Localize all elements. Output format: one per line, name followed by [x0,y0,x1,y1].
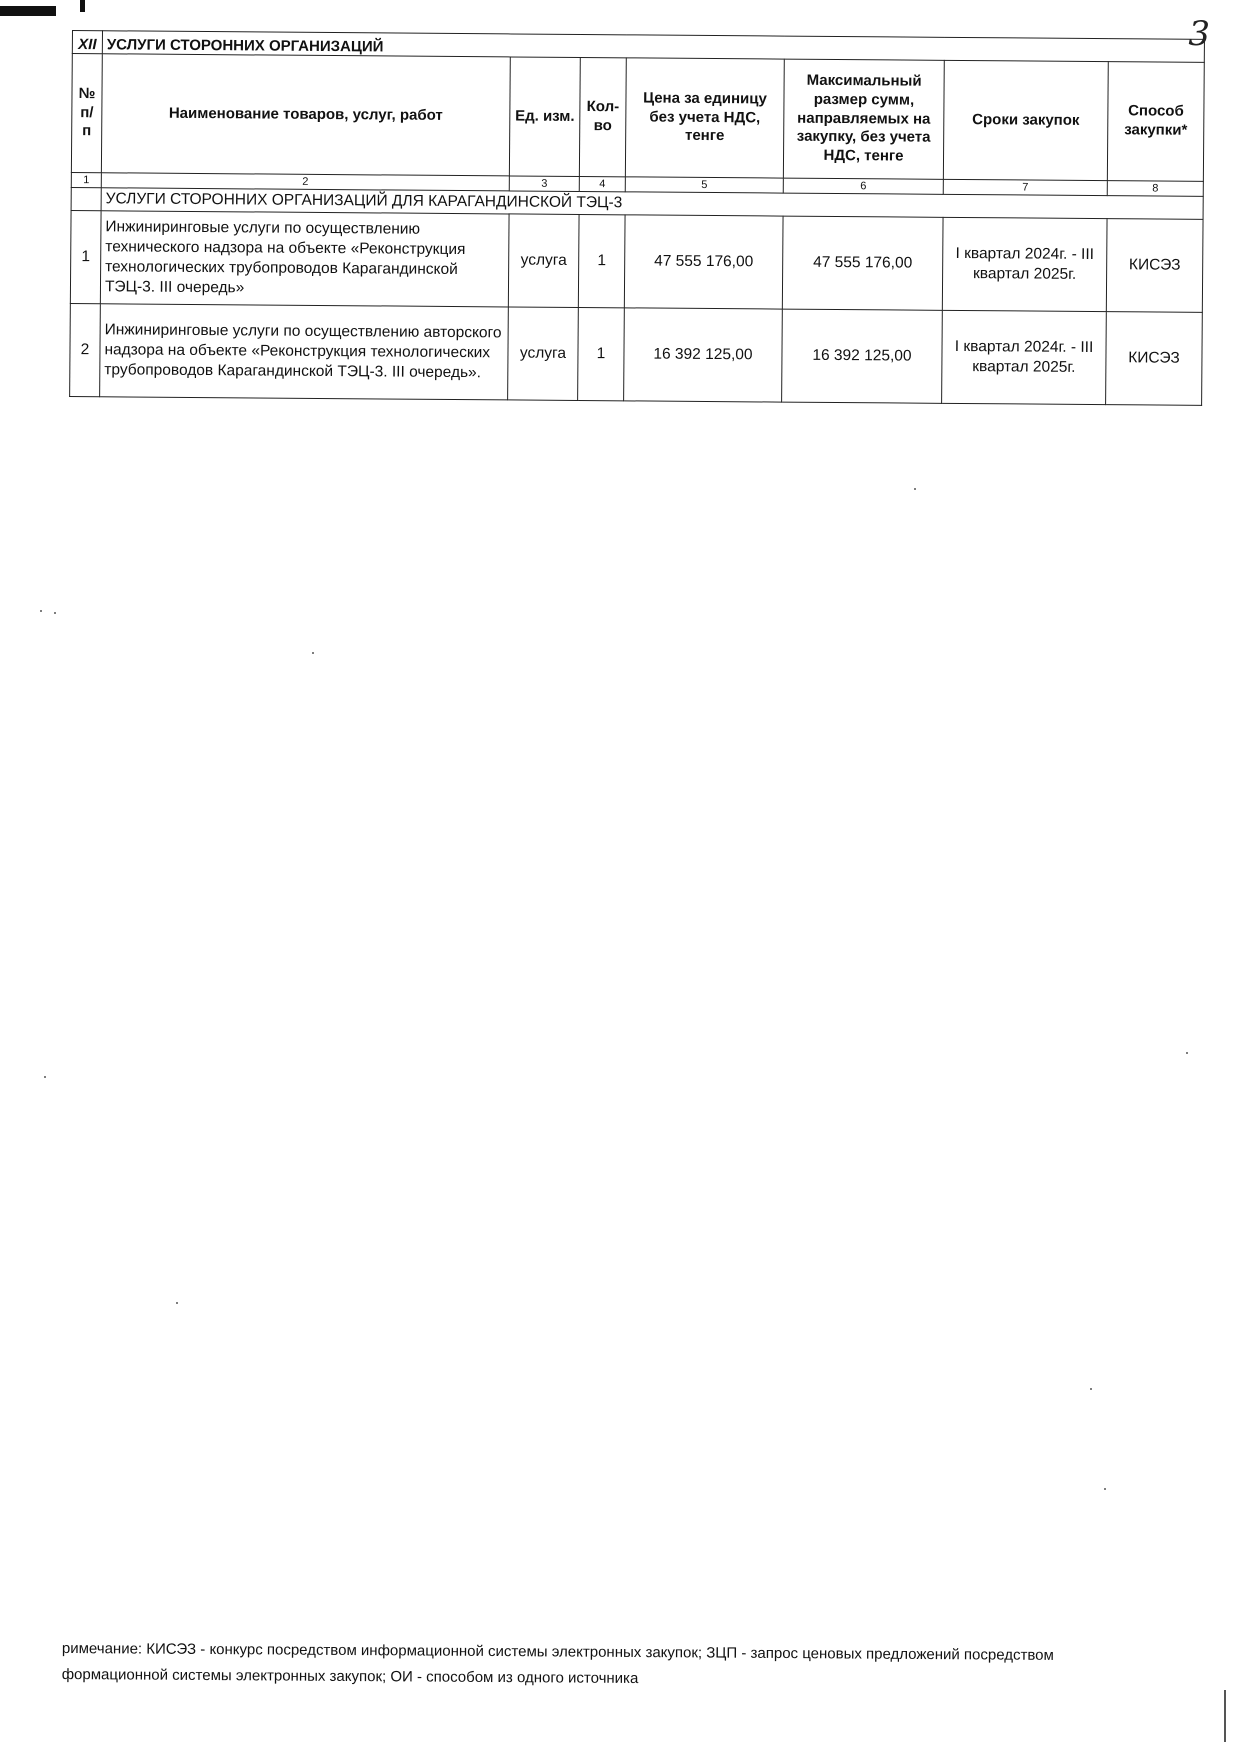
column-number: 4 [579,176,625,191]
row-price: 16 392 125,00 [624,308,783,402]
row-method: КИСЭЗ [1106,312,1203,406]
subsection-title: УСЛУГИ СТОРОННИХ ОРГАНИЗАЦИЙ ДЛЯ КАРАГАНДИНСКОЙ ТЭЦ-3 [101,188,1203,220]
scan-speck [40,610,42,612]
column-number: 1 [71,172,101,187]
header-unit: Ед. изм. [509,57,580,177]
procurement-table [69,30,1205,406]
section-title: УСЛУГИ СТОРОННИХ ОРГАНИЗАЦИЙ [102,31,1204,63]
row-qty: 1 [578,214,625,307]
row-unit: услуга [508,307,579,401]
column-number: 7 [943,179,1107,195]
row-name: Инжиниринговые услуги по осуществлению технического надзора на объекте «Реконструкция технологических трубопроводов Карагандинской ТЭЦ-3. III очередь» [100,211,509,307]
procurement-table-wrapper [69,30,1204,406]
header-qty: Кол-во [579,57,626,176]
header-name: Наименование товаров, услуг, работ [101,54,510,176]
scan-speck [312,652,314,654]
scan-edge-line [1224,1690,1226,1742]
row-qty: 1 [578,307,625,400]
header-period: Сроки закупок [943,60,1108,180]
row-period: I квартал 2024г. - III квартал 2025г. [942,310,1107,404]
row-name: Инжиниринговые услуги по осуществлению авторского надзора на объекте «Реконструкция технологических трубопроводов Карагандинской ТЭЦ-3. III очередь». [100,304,509,400]
section-number: XII [72,31,102,54]
row-unit: услуга [508,214,579,308]
header-method: Способ закупки* [1107,62,1204,182]
scan-speck [1186,1052,1188,1054]
scan-speck [1090,1388,1092,1390]
header-max-sum: Максимальный размер сумм, направляемых на закупку, без учета НДС, тенге [783,59,944,179]
column-number: 6 [783,178,943,194]
scan-speck [44,1076,46,1078]
header-price: Цена за единицу без учета НДС, тенге [625,58,784,178]
scan-speck [1104,1488,1106,1490]
scan-speck [54,612,56,614]
header-num: № п/п [71,54,102,173]
row-method: КИСЭЗ [1106,219,1203,313]
table-row [70,210,1203,312]
footnote-line-2: формационной системы электронных закупок; ОИ - способом из одного источника [61,1665,639,1688]
row-max-sum: 16 392 125,00 [782,309,943,403]
scan-speck [176,1302,178,1304]
row-max-sum: 47 555 176,00 [782,216,943,310]
column-number: 2 [101,173,509,191]
footnote-line-1: римечание: КИСЭЗ - конкурс посредством информационной системы электронных закупок; ЗЦП - запрос ценовых предложений посредством [61,1639,1054,1664]
row-number: 1 [70,210,101,303]
scan-mark-small [80,0,85,12]
table-row [70,303,1203,405]
subsection-spacer [71,187,101,210]
row-number: 2 [70,303,101,396]
footnote [62,1636,1202,1696]
scan-mark [0,6,56,16]
column-number: 3 [509,176,579,192]
header-row [71,54,1204,182]
handwritten-page-number: 3 [1188,14,1210,54]
row-price: 47 555 176,00 [624,215,783,309]
scan-speck [914,488,916,490]
column-number: 8 [1107,181,1203,197]
row-period: I квартал 2024г. - III квартал 2025г. [942,217,1107,311]
column-number: 5 [625,177,783,193]
